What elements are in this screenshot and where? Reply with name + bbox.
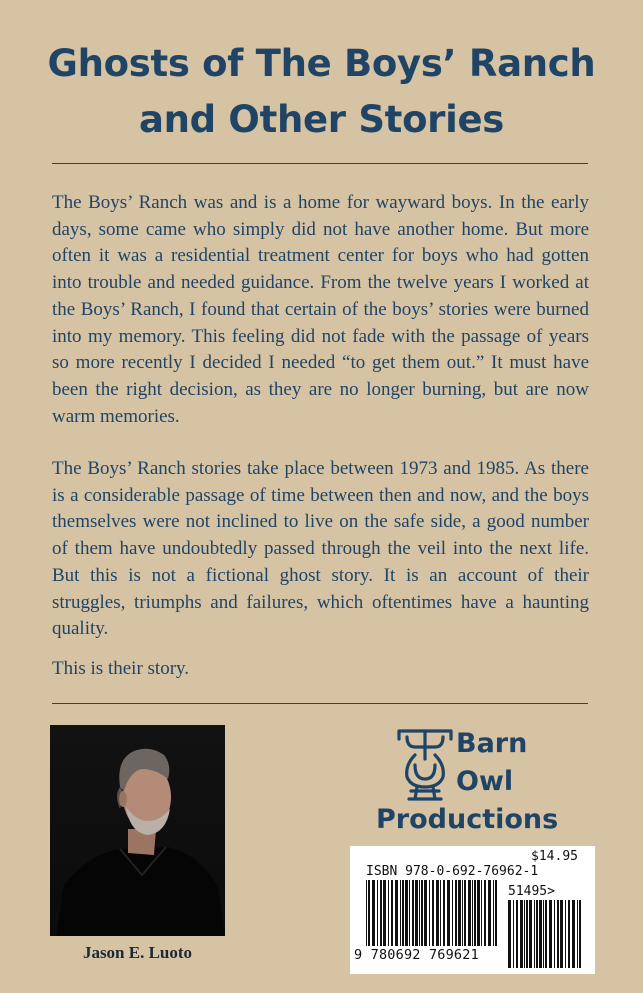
- publisher-line-2: Owl: [456, 766, 514, 797]
- book-title: [0, 36, 643, 148]
- title-line-2: and Other Stories: [138, 98, 505, 141]
- publisher-line-3: Productions: [376, 804, 559, 835]
- barcode-price: $14.95: [531, 849, 578, 864]
- barcode-ean-number: 9 780692 769621: [354, 947, 479, 963]
- author-portrait-illustration: [50, 725, 225, 936]
- barcode-addon-number: 51495>: [508, 884, 555, 899]
- synopsis-paragraph-2: The Boys’ Ranch stories take place between 1973 and 1985. As there is a considerable passage of time between then and now, and the boys themselves were not inclined to live on the safe side, a good number of them have undoubtedly passed through the veil into the next life. But this is not a fictional ghost story. It is an account of their struggles, triumphs and failures, which oftentimes have a haunting quality.: [52, 458, 589, 640]
- barcode-isbn: ISBN 978-0-692-76962-1: [366, 864, 539, 879]
- synopsis-paragraph-3: This is their story.: [52, 658, 190, 679]
- divider-bottom: [52, 703, 588, 704]
- divider-top: [52, 163, 588, 164]
- publisher-line-1: Barn: [456, 728, 528, 759]
- publisher-name: [376, 725, 566, 839]
- synopsis-paragraph-1: The Boys’ Ranch was and is a home for wayward boys. In the early days, some came who simply did not have another home. But more often it was a residential treatment center for boys who had gotten into trouble and needed guidance. From the twelve years I worked at the Boys’ Ranch, I found that certain of the boys’ stories were burned into my memory. This feeling did not fade with the passage of years so more recently I decided I needed “to get them out.” It must have been the right decision, as they are no longer burning, but are now warm memories.: [52, 192, 589, 427]
- isbn-barcode: [350, 846, 595, 974]
- author-name: Jason E. Luoto: [82, 943, 193, 962]
- title-line-1: Ghosts of The Boys’ Ranch: [47, 42, 596, 85]
- author-photo: [50, 725, 225, 936]
